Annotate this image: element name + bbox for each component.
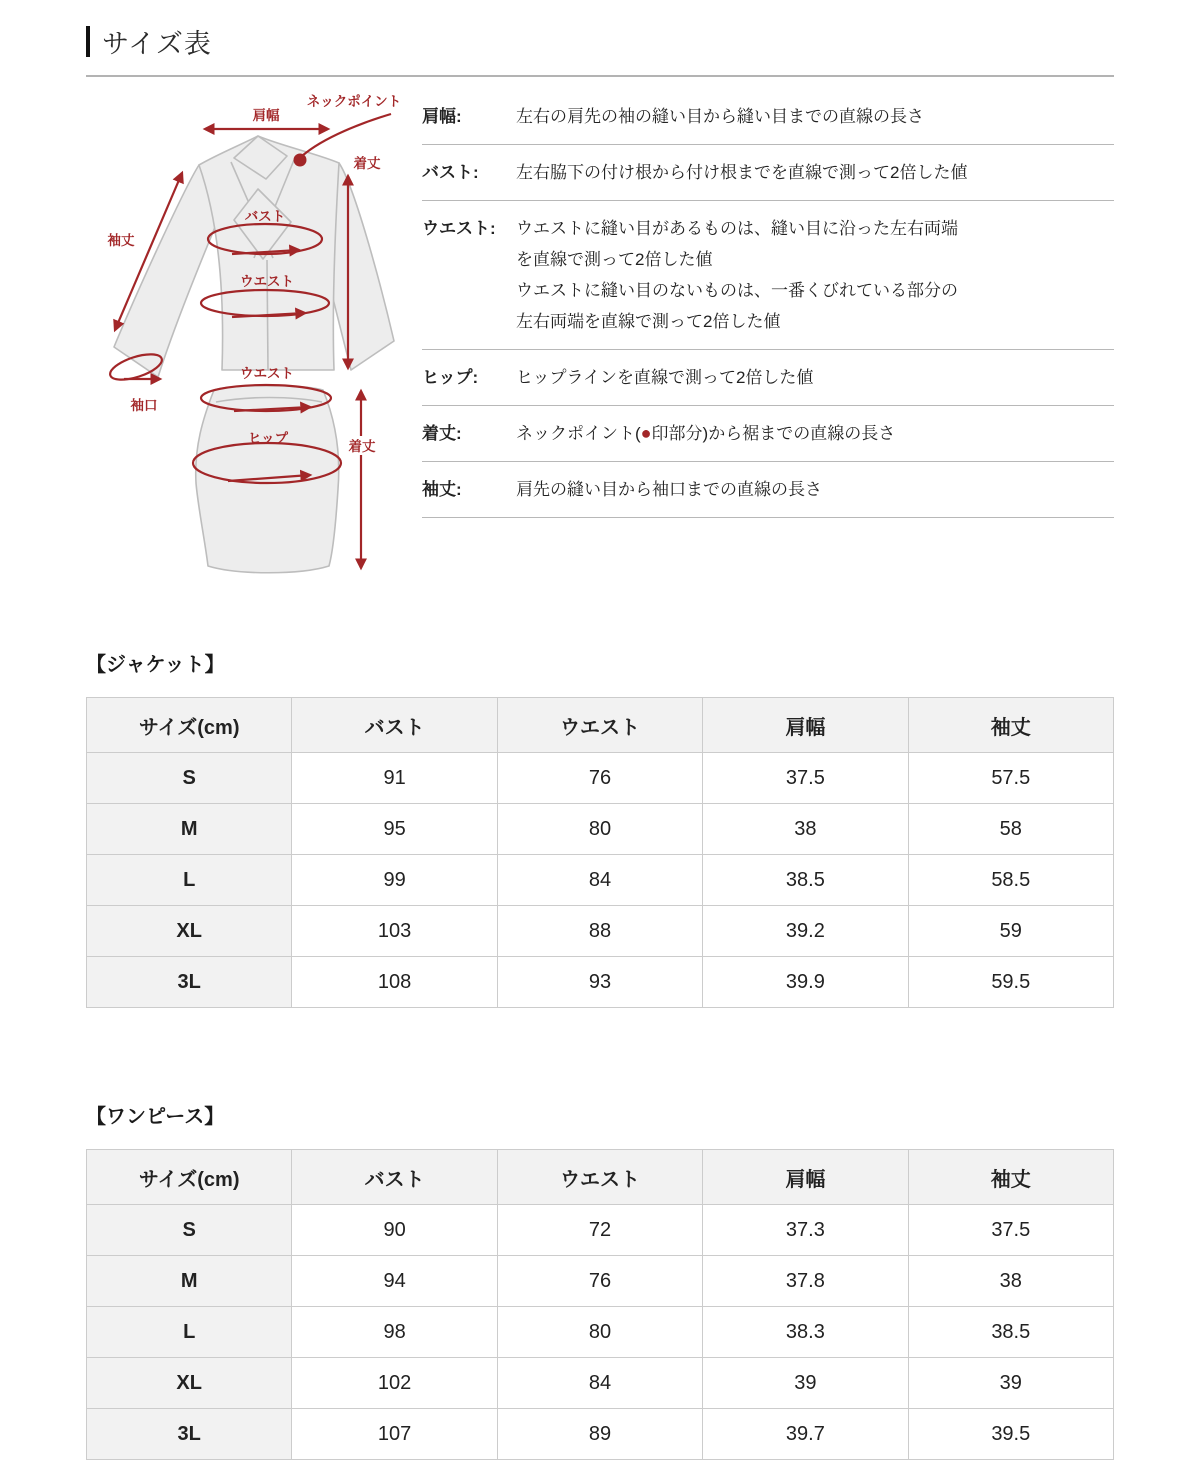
measurement-value-cell: 37.5 — [703, 753, 908, 804]
dress-section — [86, 1100, 1114, 1460]
measurement-value-cell: 103 — [292, 906, 497, 957]
measurement-value-cell: 98 — [292, 1307, 497, 1358]
column-header: 肩幅 — [703, 1150, 908, 1205]
jacket-heading: 【ジャケット】 — [86, 654, 225, 676]
jacket-waist-label: ウエスト — [240, 274, 294, 289]
measurement-value-cell: 58 — [908, 804, 1113, 855]
header-row — [87, 1150, 1114, 1205]
cuff-label: 袖口 — [130, 398, 158, 413]
definition-line: ウエストに縫い目があるものは、縫い目に沿った左右両端 — [516, 219, 958, 238]
table-row — [87, 804, 1114, 855]
measurement-value-cell: 59 — [908, 906, 1113, 957]
measurement-value-cell: 88 — [497, 906, 702, 957]
size-label-cell: L — [87, 855, 292, 906]
jacket-left-sleeve — [114, 165, 220, 377]
column-header: 袖丈 — [908, 698, 1113, 753]
measurement-value-cell: 37.8 — [703, 1256, 908, 1307]
measurement-value-cell: 99 — [292, 855, 497, 906]
definition-term: 着丈: — [422, 424, 462, 443]
table-row — [87, 1307, 1114, 1358]
measurement-value-cell: 84 — [497, 855, 702, 906]
definition-line: ウエストに縫い目のないものは、一番くびれている部分の — [516, 281, 958, 300]
page-title — [86, 22, 1114, 61]
size-label-cell: XL — [87, 1358, 292, 1409]
table-row — [87, 1256, 1114, 1307]
definition-text-pre: ネックポイント( — [516, 424, 641, 443]
measurement-value-cell: 95 — [292, 804, 497, 855]
page-header — [86, 22, 1114, 77]
measurement-value-cell: 80 — [497, 804, 702, 855]
definition-row-hip — [422, 350, 1114, 406]
definition-text — [516, 418, 1114, 449]
measurement-value-cell: 59.5 — [908, 957, 1113, 1008]
sleeve-length-label: 袖丈 — [107, 233, 135, 248]
column-header: サイズ(cm) — [87, 698, 292, 753]
measurement-definitions — [422, 97, 1114, 614]
table-row — [87, 1358, 1114, 1409]
measurement-value-cell: 37.5 — [908, 1205, 1113, 1256]
neck-point-label: ネックポイント — [306, 94, 402, 109]
neck-point-leader-line — [302, 114, 391, 156]
column-header: バスト — [292, 698, 497, 753]
size-label-cell: M — [87, 1256, 292, 1307]
table-row — [87, 1409, 1114, 1460]
measurement-value-cell: 80 — [497, 1307, 702, 1358]
measurement-value-cell: 38.5 — [908, 1307, 1113, 1358]
definition-row-sleeve-length — [422, 462, 1114, 518]
definition-row-shoulder-width — [422, 97, 1114, 145]
measurement-value-cell: 90 — [292, 1205, 497, 1256]
table-row — [87, 906, 1114, 957]
definition-term: ウエスト: — [422, 219, 496, 238]
measurement-value-cell: 76 — [497, 1256, 702, 1307]
table-row — [87, 753, 1114, 804]
column-header: 袖丈 — [908, 1150, 1113, 1205]
hip-label: ヒップ — [247, 431, 289, 446]
measurement-value-cell: 38 — [908, 1256, 1113, 1307]
measurement-value-cell: 38.5 — [703, 855, 908, 906]
definition-text: 肩先の縫い目から袖口までの直線の長さ — [516, 480, 822, 499]
definition-row-bust — [422, 145, 1114, 201]
column-header: バスト — [292, 1150, 497, 1205]
measurement-value-cell: 91 — [292, 753, 497, 804]
measurement-value-cell: 89 — [497, 1409, 702, 1460]
table-row — [87, 1205, 1114, 1256]
skirt-waist-label: ウエスト — [240, 366, 294, 381]
measurement-value-cell: 38.3 — [703, 1307, 908, 1358]
definition-line: を直線で測って2倍した値 — [516, 250, 713, 269]
definition-term: 肩幅: — [422, 107, 462, 126]
shoulder-width-label: 肩幅 — [252, 108, 280, 123]
measurement-value-cell: 108 — [292, 957, 497, 1008]
measurement-value-cell: 37.3 — [703, 1205, 908, 1256]
jacket-size-table — [86, 697, 1114, 1008]
jacket-section — [86, 648, 1114, 1008]
measurement-value-cell: 58.5 — [908, 855, 1113, 906]
neck-point-dot-glyph: ● — [640, 423, 652, 443]
measurement-value-cell: 94 — [292, 1256, 497, 1307]
definition-text: 左右脇下の付け根から付け根までを直線で測って2倍した値 — [516, 163, 968, 182]
measurement-value-cell: 76 — [497, 753, 702, 804]
dress-table-body — [87, 1205, 1114, 1460]
measurement-value-cell: 39.9 — [703, 957, 908, 1008]
definition-term: 袖丈: — [422, 480, 462, 499]
measurement-value-cell: 39.2 — [703, 906, 908, 957]
definition-row-length — [422, 406, 1114, 462]
size-label-cell: S — [87, 753, 292, 804]
size-label-cell: 3L — [87, 957, 292, 1008]
skirt-length-label: 着丈 — [348, 439, 376, 454]
definition-row-waist — [422, 201, 1114, 350]
table-row — [87, 855, 1114, 906]
definition-text: ヒップラインを直線で測って2倍した値 — [516, 368, 814, 387]
definition-term: ヒップ: — [422, 368, 479, 387]
size-label-cell: M — [87, 804, 292, 855]
page-title-text: サイズ表 — [102, 29, 212, 59]
size-label-cell: XL — [87, 906, 292, 957]
column-header: ウエスト — [497, 698, 702, 753]
measurement-value-cell: 39 — [703, 1358, 908, 1409]
bust-label: バスト — [244, 209, 286, 224]
definition-text-post: 印部分)から裾までの直線の長さ — [651, 424, 896, 443]
measurement-diagram — [86, 89, 422, 614]
jacket-table-body — [87, 753, 1114, 1008]
jacket-outline — [114, 136, 394, 377]
measurement-value-cell: 107 — [292, 1409, 497, 1460]
measurement-value-cell: 57.5 — [908, 753, 1113, 804]
definition-line: 左右両端を直線で測って2倍した値 — [516, 312, 781, 331]
jacket-length-label: 着丈 — [353, 156, 381, 171]
size-label-cell: L — [87, 1307, 292, 1358]
size-label-cell: S — [87, 1205, 292, 1256]
column-header: サイズ(cm) — [87, 1150, 292, 1205]
column-header: ウエスト — [497, 1150, 702, 1205]
measurement-value-cell: 38 — [703, 804, 908, 855]
table-row — [87, 957, 1114, 1008]
measurement-value-cell: 102 — [292, 1358, 497, 1409]
dress-heading: 【ワンピース】 — [86, 1106, 225, 1128]
definition-text: 左右の肩先の袖の縫い目から縫い目までの直線の長さ — [516, 107, 924, 126]
measurement-value-cell: 39.5 — [908, 1409, 1113, 1460]
dress-size-table — [86, 1149, 1114, 1460]
header-row — [87, 698, 1114, 753]
size-chart-page — [86, 0, 1114, 1460]
definition-text — [516, 213, 1114, 337]
definition-term: バスト: — [422, 163, 479, 182]
garment-diagram-svg — [86, 89, 422, 609]
measurement-value-cell: 84 — [497, 1358, 702, 1409]
size-label-cell: 3L — [87, 1409, 292, 1460]
jacket-table-head — [87, 698, 1114, 753]
measurement-value-cell: 72 — [497, 1205, 702, 1256]
measurement-guide — [86, 89, 1114, 614]
measurement-value-cell: 39.7 — [703, 1409, 908, 1460]
neck-point-dot — [294, 154, 307, 167]
dress-table-head — [87, 1150, 1114, 1205]
column-header: 肩幅 — [703, 698, 908, 753]
measurement-value-cell: 39 — [908, 1358, 1113, 1409]
measurement-value-cell: 93 — [497, 957, 702, 1008]
title-accent-bar — [86, 26, 90, 57]
